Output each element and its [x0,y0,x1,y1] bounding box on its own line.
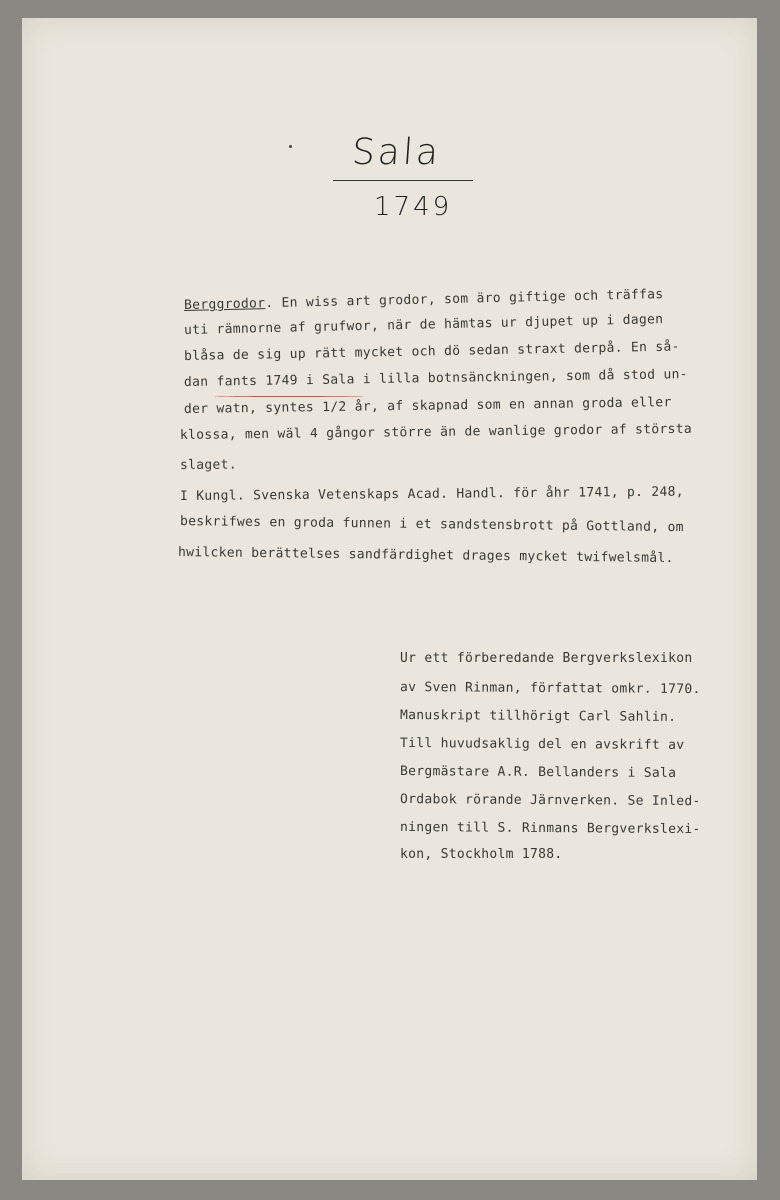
source-note-line-4: Till huvudsaklig del en avskrift av [399,736,685,753]
source-note-line-8: kon, Stockholm 1788. [400,847,563,862]
entry-line-2: uti rämnorne af grufwor, när de hämtas ur djupet up i dagen [183,312,664,338]
entry-line-10: hwilcken berättelses sandfärdighet drages mycket twifwelsmål. [177,545,674,567]
entry-line-3: blåsa de sig up rätt mycket och dö sedan straxt derpå. En så- [183,339,680,364]
entry-line-8: I Kungl. Svenska Vetenskaps Acad. Handl. för åhr 1741, p. 248, [179,484,684,504]
entry-marked-phrase: fants 1749 i Sala [216,372,355,390]
entry-line-6: klossa, men wäl 4 gångor större än de wanlige grodor af största [179,421,693,443]
red-pencil-underline [214,396,364,397]
entry-line-9: beskrifwes en groda funnen i et sandstensbrott på Gottland, om [179,514,684,536]
handwritten-title: Sala [350,132,443,173]
entry-line-4-end: i lilla botnsänckningen, som då stod un- [354,367,688,388]
entry-line-5: der watn, syntes 1/2 år, af skapnad som en annan groda eller [183,395,672,417]
title-rule [333,180,473,181]
source-note-line-2: av Sven Rinman, författat omkr. 1770. [399,680,701,698]
source-note-line-3: Manuskript tillhörigt Carl Sahlin. [399,708,677,725]
source-note-line-6: Ordabok rörande Järnverken. Se Inled- [399,792,701,810]
entry-line-4-start: dan [183,374,217,390]
source-note-line-7: ningen till S. Rinmans Bergverkslexi- [399,820,701,838]
entry-line-7: slaget. [179,457,237,473]
ink-dot [289,145,292,148]
handwritten-year: 1749 [374,192,453,222]
source-note-line-1: Ur ett förberedande Bergverkslexikon [400,651,693,666]
entry-line-1-rest: . En wiss art grodor, som äro giftige och träffas [265,287,664,312]
source-note-line-5: Bergmästare A.R. Bellanders i Sala [399,764,677,781]
entry-headword: Berggrodor [183,296,266,313]
